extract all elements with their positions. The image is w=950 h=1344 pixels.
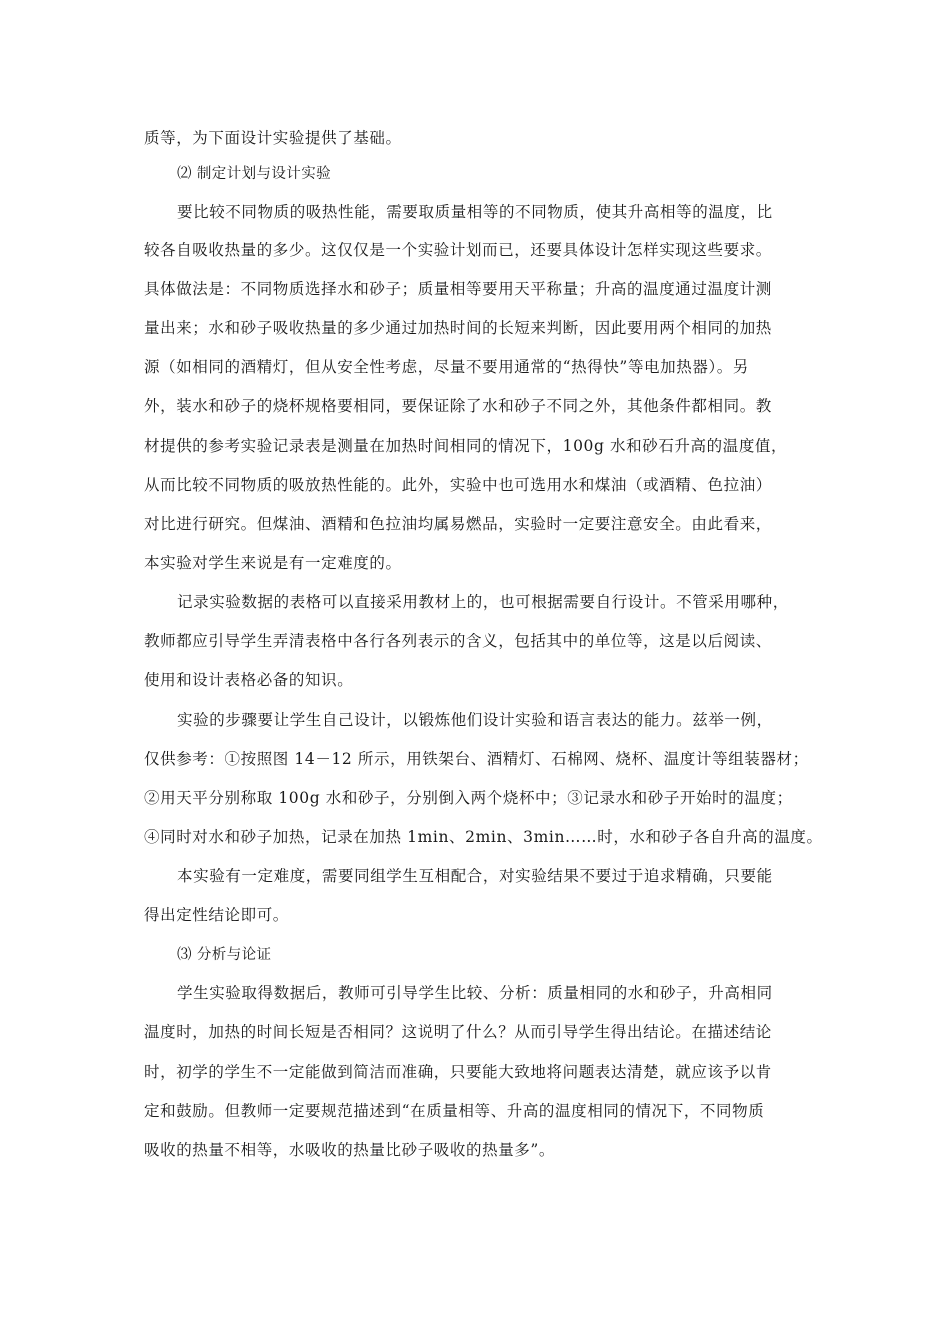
paragraph-line: 本实验对学生来说是有一定难度的。 [144, 554, 402, 572]
paragraph-line: 从而比较不同物质的吸放热性能的。此外，实验中也可选用水和煤油（或酒精、色拉油） [144, 476, 772, 494]
paragraph-line: 源（如相同的酒精灯，但从安全性考虑，尽量不要用通常的“热得快”等电加热器）。另 [144, 358, 750, 376]
paragraph-line: 教师都应引导学生弄清表格中各行各列表示的含义，包括其中的单位等，这是以后阅读、 [144, 632, 772, 650]
paragraph-line: 时，初学的学生不一定能做到简洁而准确，只要能大致地将问题表达清楚，就应该予以肯 [144, 1063, 772, 1081]
paragraph-line: 外，装水和砂子的烧杯规格要相同，要保证除了水和砂子不同之外，其他条件都相同。教 [144, 397, 772, 415]
paragraph-line: 本实验有一定难度，需要同组学生互相配合，对实验结果不要过于追求精确，只要能 [177, 867, 773, 885]
paragraph-line: ④同时对水和砂子加热，记录在加热 1min、2min、3min……时，水和砂子各自升高的温度。 [144, 828, 823, 846]
paragraph-line: 定和鼓励。但教师一定要规范描述到“在质量相等、升高的温度相同的情况下，不同物质 [144, 1102, 765, 1120]
paragraph-line: 质等，为下面设计实验提供了基础。 [144, 129, 402, 147]
paragraph-line: 吸收的热量不相等，水吸收的热量比砂子吸收的热量多”。 [144, 1141, 556, 1159]
paragraph-line: 温度时，加热的时间长短是否相同？这说明了什么？从而引导学生得出结论。在描述结论 [144, 1023, 772, 1041]
paragraph-line: 记录实验数据的表格可以直接采用教材上的，也可根据需要自行设计。不管采用哪种， [177, 593, 789, 611]
paragraph-line: 对比进行研究。但煤油、酒精和色拉油均属易燃品，实验时一定要注意安全。由此看来， [144, 515, 772, 533]
paragraph-line: ②用天平分别称取 100g 水和砂子，分别倒入两个烧杯中；③记录水和砂子开始时的温度； [144, 789, 793, 807]
paragraph-line: 得出定性结论即可。 [144, 906, 289, 924]
paragraph-line: 较各自吸收热量的多少。这仅仅是一个实验计划而已，还要具体设计怎样实现这些要求。 [144, 241, 772, 259]
paragraph-line: 使用和设计表格必备的知识。 [144, 671, 354, 689]
paragraph-line: 实验的步骤要让学生自己设计，以锻炼他们设计实验和语言表达的能力。兹举一例， [177, 711, 773, 729]
paragraph-line: 仅供参考：①按照图 14－12 所示，用铁架台、酒精灯、石棉网、烧杯、温度计等组装器材； [144, 750, 809, 768]
paragraph-line: 具体做法是：不同物质选择水和砂子；质量相等要用天平称量；升高的温度通过温度计测 [144, 280, 772, 298]
section-heading-plan: ⑵ 制定计划与设计实验 [177, 166, 332, 182]
section-heading-analysis: ⑶ 分析与论证 [177, 947, 272, 963]
paragraph-line: 材提供的参考实验记录表是测量在加热时间相同的情况下，100g 水和砂石升高的温度值， [144, 437, 788, 455]
paragraph-line: 要比较不同物质的吸热性能，需要取质量相等的不同物质，使其升高相等的温度，比 [177, 203, 773, 221]
paragraph-line: 量出来；水和砂子吸收热量的多少通过加热时间的长短来判断，因此要用两个相同的加热 [144, 319, 772, 337]
paragraph-line: 学生实验取得数据后，教师可引导学生比较、分析：质量相同的水和砂子，升高相同 [177, 984, 773, 1002]
